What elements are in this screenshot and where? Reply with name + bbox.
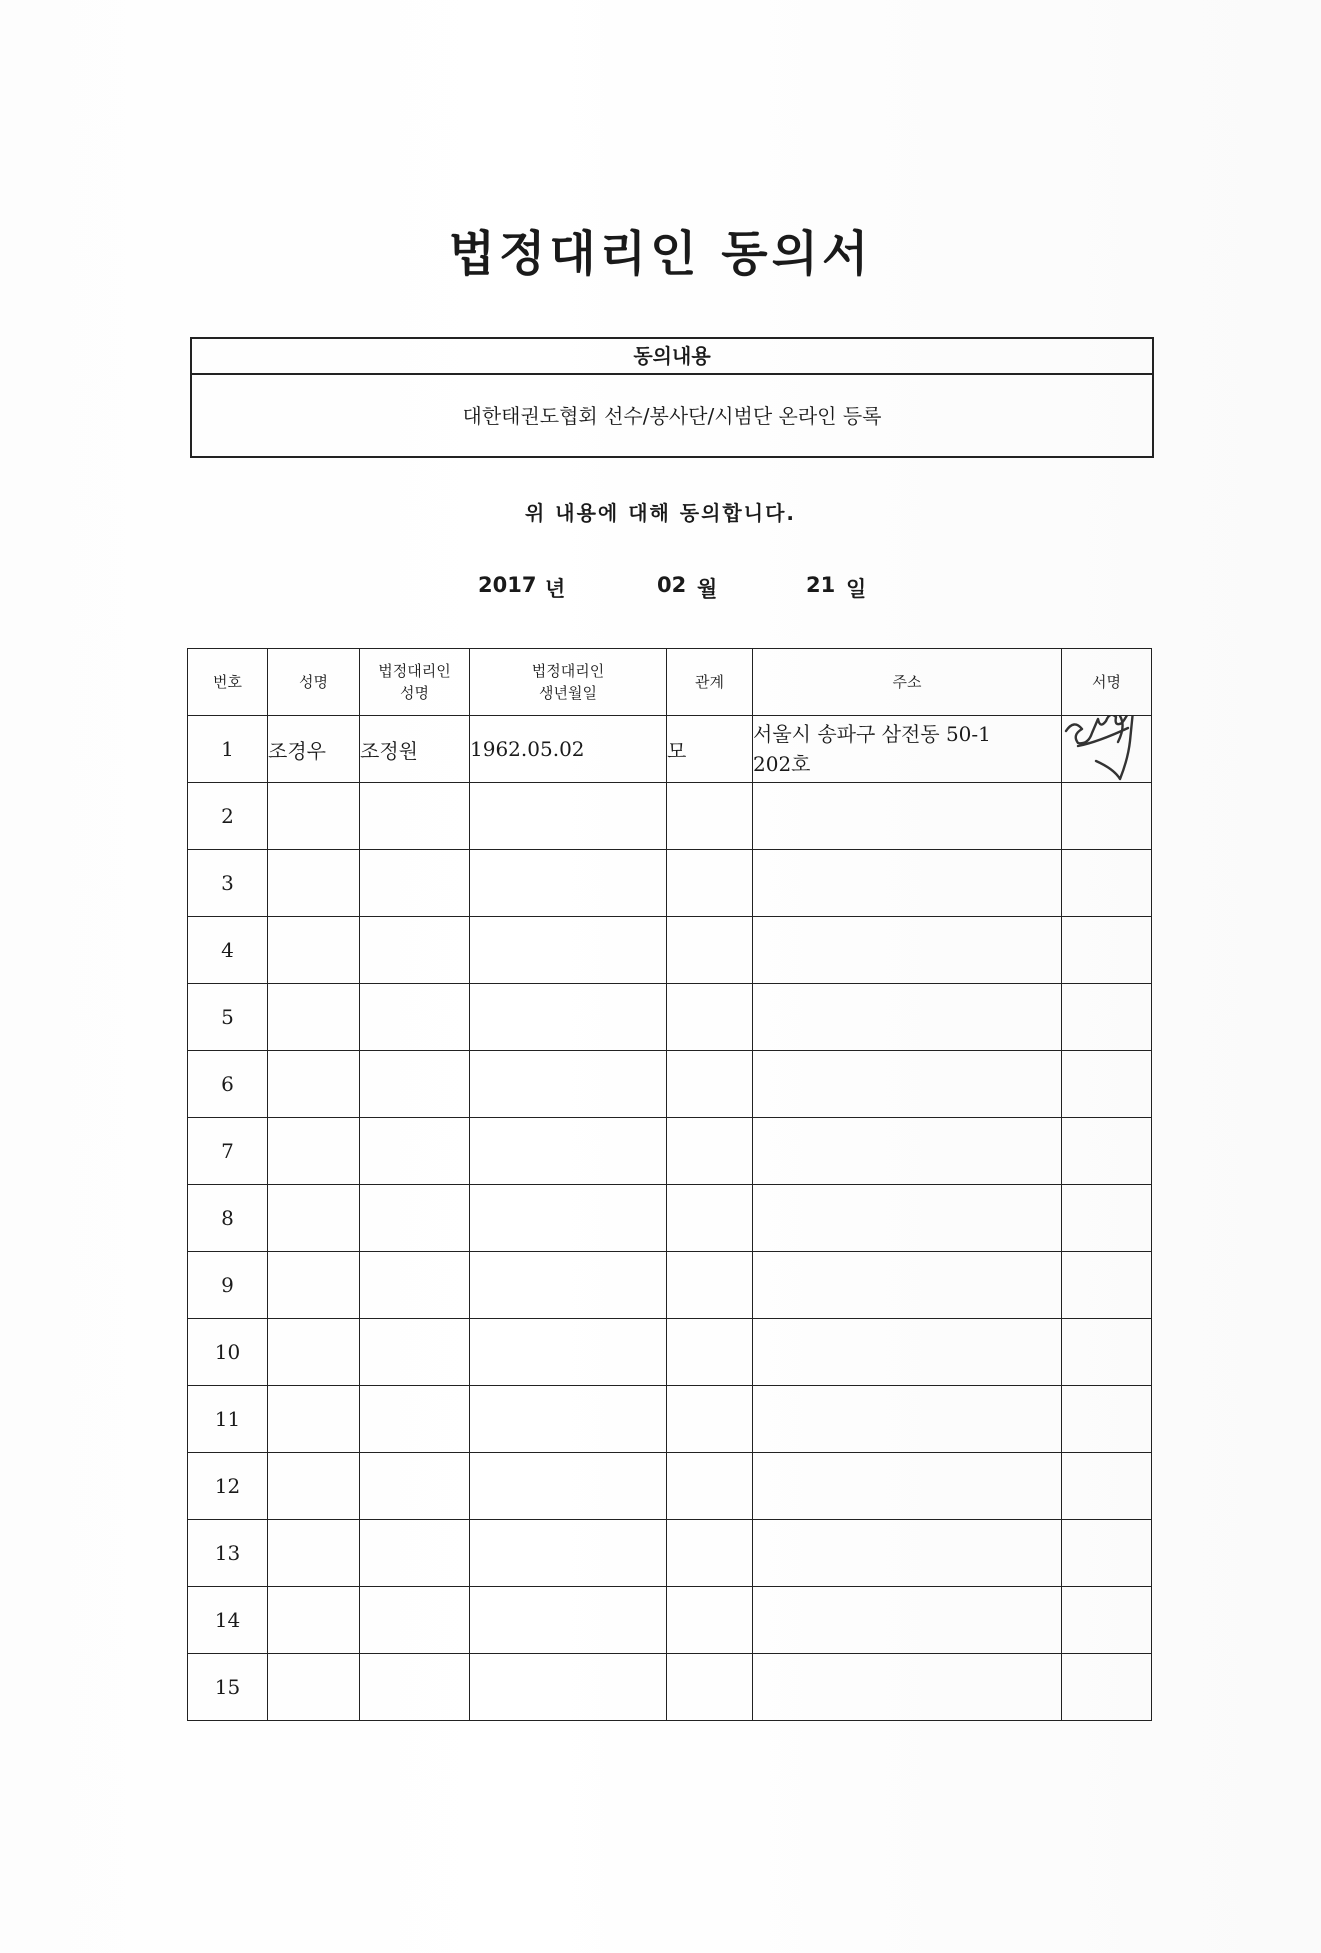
- row-guardian-name: [360, 1185, 470, 1252]
- row-signature: [1062, 1520, 1152, 1587]
- row-number: 3: [188, 850, 268, 917]
- row-relation: [667, 1252, 753, 1319]
- row-address: [753, 1051, 1062, 1118]
- row-number: 12: [188, 1453, 268, 1520]
- row-signature: [1062, 917, 1152, 984]
- header-guardian-birth: [470, 649, 667, 716]
- row-guardian-birth: [470, 1654, 667, 1721]
- row-signature: [1062, 1185, 1152, 1252]
- header-name: 성명: [268, 649, 360, 716]
- row-guardian-birth: [470, 1051, 667, 1118]
- row-guardian-name: [360, 1118, 470, 1185]
- row-number: 4: [188, 917, 268, 984]
- date-month-unit: 월: [697, 577, 718, 601]
- row-name: [268, 1319, 360, 1386]
- row-number: 6: [188, 1051, 268, 1118]
- row-guardian-birth: [470, 1386, 667, 1453]
- date-day-unit: 일: [846, 577, 867, 601]
- row-guardian-name: 조정원: [360, 716, 470, 783]
- row-relation: [667, 1118, 753, 1185]
- row-address: [753, 1587, 1062, 1654]
- row-number: 2: [188, 783, 268, 850]
- table-row: [188, 984, 1152, 1051]
- row-name: [268, 1654, 360, 1721]
- row-relation: [667, 783, 753, 850]
- row-signature: [1062, 716, 1152, 783]
- row-number: 7: [188, 1118, 268, 1185]
- row-number: 15: [188, 1654, 268, 1721]
- table-row: [188, 1520, 1152, 1587]
- row-address: [753, 1386, 1062, 1453]
- row-guardian-name: [360, 1520, 470, 1587]
- row-relation: [667, 850, 753, 917]
- row-relation: [667, 1051, 753, 1118]
- handwritten-signature: [1062, 716, 1152, 783]
- table-header-row: [188, 649, 1152, 716]
- row-guardian-birth: [470, 1587, 667, 1654]
- row-number: 10: [188, 1319, 268, 1386]
- row-address: [753, 716, 1062, 783]
- row-relation: [667, 1185, 753, 1252]
- date-day: 21: [806, 573, 836, 597]
- row-guardian-birth: [470, 783, 667, 850]
- row-guardian-name: [360, 1319, 470, 1386]
- row-signature: [1062, 1386, 1152, 1453]
- row-guardian-name: [360, 984, 470, 1051]
- date-year: 2017: [478, 573, 537, 597]
- date-month: 02: [657, 573, 687, 597]
- row-guardian-name: [360, 917, 470, 984]
- row-relation: [667, 1520, 753, 1587]
- row-guardian-name: [360, 1587, 470, 1654]
- row-relation: [667, 1453, 753, 1520]
- table-row: [188, 850, 1152, 917]
- row-address: [753, 1654, 1062, 1721]
- table-row: [188, 1386, 1152, 1453]
- row-name: [268, 917, 360, 984]
- table-row: [188, 1453, 1152, 1520]
- header-guardian-name-line2: 성명: [400, 684, 429, 702]
- header-guardian-birth-line2: 생년월일: [539, 684, 597, 702]
- document-title: 법정대리인 동의서: [448, 226, 873, 282]
- row-signature: [1062, 1587, 1152, 1654]
- row-guardian-birth: [470, 1453, 667, 1520]
- row-relation: 모: [667, 716, 753, 783]
- row-name: [268, 1386, 360, 1453]
- table-row: [188, 1654, 1152, 1721]
- row-signature: [1062, 1252, 1152, 1319]
- row-guardian-birth: [470, 1118, 667, 1185]
- row-address: [753, 1185, 1062, 1252]
- table-row: [188, 1587, 1152, 1654]
- consent-box: [190, 337, 1154, 458]
- row-number: 9: [188, 1252, 268, 1319]
- row-guardian-name: [360, 1654, 470, 1721]
- table-row: [188, 1118, 1152, 1185]
- row-name: [268, 1252, 360, 1319]
- row-guardian-name: [360, 1453, 470, 1520]
- row-address-line2: 202호: [753, 752, 811, 776]
- row-guardian-birth: [470, 1185, 667, 1252]
- table-row: [188, 1319, 1152, 1386]
- row-signature: [1062, 1319, 1152, 1386]
- row-signature: [1062, 783, 1152, 850]
- row-name: 조경우: [268, 716, 360, 783]
- row-guardian-name: [360, 1386, 470, 1453]
- row-name: [268, 1453, 360, 1520]
- row-address: [753, 850, 1062, 917]
- row-name: [268, 850, 360, 917]
- row-relation: [667, 1319, 753, 1386]
- row-guardian-name: [360, 1252, 470, 1319]
- header-address: 주소: [753, 649, 1062, 716]
- row-signature: [1062, 1118, 1152, 1185]
- header-signature: 서명: [1062, 649, 1152, 716]
- row-name: [268, 1118, 360, 1185]
- row-number: 8: [188, 1185, 268, 1252]
- row-address: [753, 984, 1062, 1051]
- consent-header: 동의내용: [192, 339, 1152, 375]
- row-signature: [1062, 1051, 1152, 1118]
- row-address-line1: 서울시 송파구 삼전동 50-1: [753, 722, 991, 746]
- table-row: [188, 1051, 1152, 1118]
- table-row: [188, 783, 1152, 850]
- row-signature: [1062, 850, 1152, 917]
- row-guardian-birth: 1962.05.02: [470, 716, 667, 783]
- table-row: [188, 1252, 1152, 1319]
- header-relation: 관계: [667, 649, 753, 716]
- row-address: [753, 917, 1062, 984]
- row-signature: [1062, 1453, 1152, 1520]
- date-line: [0, 573, 1321, 603]
- table-row: [188, 716, 1152, 783]
- row-name: [268, 1587, 360, 1654]
- row-relation: [667, 1587, 753, 1654]
- row-address: [753, 1520, 1062, 1587]
- row-guardian-name: [360, 850, 470, 917]
- row-guardian-name: [360, 783, 470, 850]
- row-address: [753, 783, 1062, 850]
- row-number: 11: [188, 1386, 268, 1453]
- agree-statement: 위 내용에 대해 동의합니다.: [524, 501, 796, 525]
- row-relation: [667, 984, 753, 1051]
- row-guardian-birth: [470, 917, 667, 984]
- row-address: [753, 1118, 1062, 1185]
- date-year-unit: 년: [545, 577, 566, 601]
- row-name: [268, 1520, 360, 1587]
- header-guardian-name: [360, 649, 470, 716]
- row-number: 13: [188, 1520, 268, 1587]
- row-guardian-birth: [470, 1319, 667, 1386]
- row-name: [268, 984, 360, 1051]
- table-row: [188, 1185, 1152, 1252]
- row-relation: [667, 1654, 753, 1721]
- row-guardian-birth: [470, 984, 667, 1051]
- row-relation: [667, 917, 753, 984]
- row-guardian-birth: [470, 1520, 667, 1587]
- table-row: [188, 917, 1152, 984]
- row-number: 1: [188, 716, 268, 783]
- row-signature: [1062, 984, 1152, 1051]
- row-name: [268, 1185, 360, 1252]
- row-guardian-birth: [470, 1252, 667, 1319]
- row-address: [753, 1319, 1062, 1386]
- guardian-table: [187, 648, 1152, 1721]
- row-signature: [1062, 1654, 1152, 1721]
- header-guardian-name-line1: 법정대리인: [378, 662, 451, 680]
- row-address: [753, 1453, 1062, 1520]
- row-relation: [667, 1386, 753, 1453]
- row-name: [268, 1051, 360, 1118]
- row-guardian-name: [360, 1051, 470, 1118]
- consent-body: 대한태권도협회 선수/봉사단/시범단 온라인 등록: [462, 404, 882, 428]
- row-number: 5: [188, 984, 268, 1051]
- header-number: 번호: [188, 649, 268, 716]
- row-name: [268, 783, 360, 850]
- row-guardian-birth: [470, 850, 667, 917]
- row-number: 14: [188, 1587, 268, 1654]
- row-address: [753, 1252, 1062, 1319]
- header-guardian-birth-line1: 법정대리인: [531, 662, 605, 680]
